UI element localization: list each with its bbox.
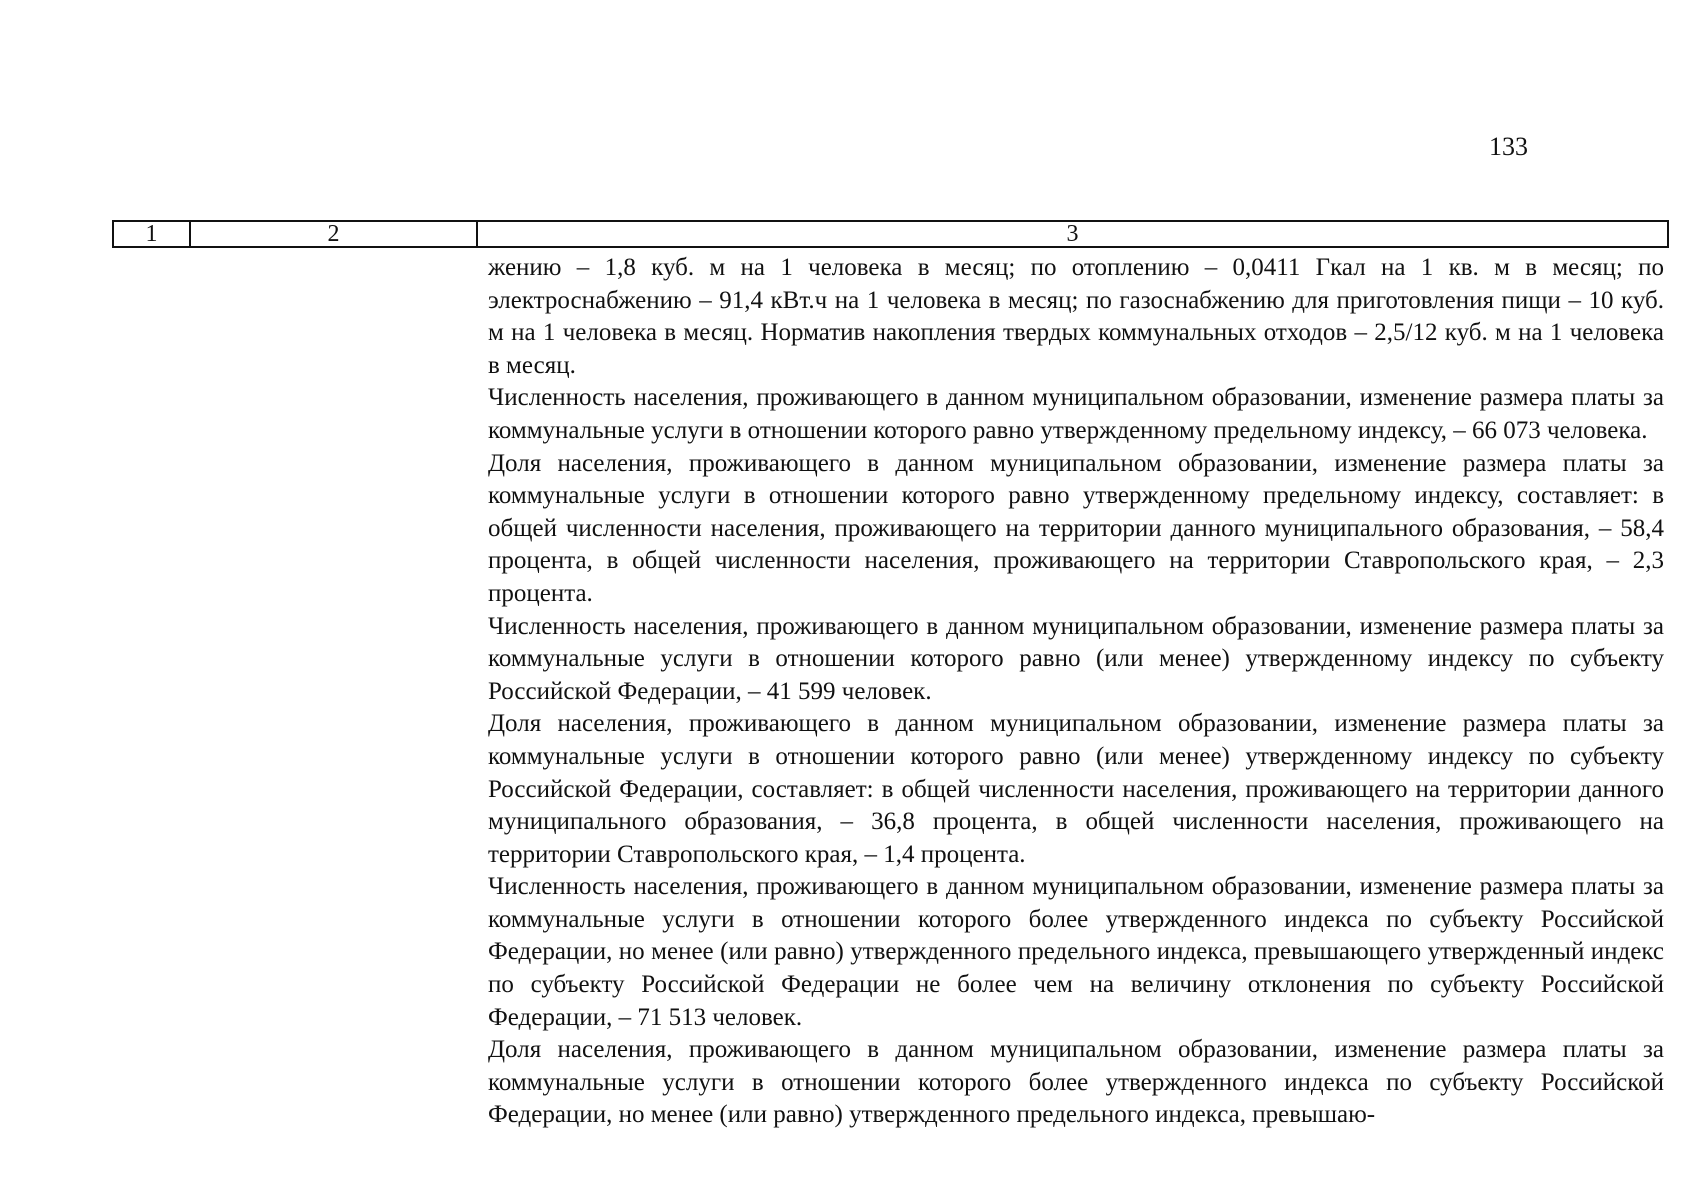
paragraph: жению – 1,8 куб. м на 1 человека в месяц; по отоплению – 0,0411 Гкал на 1 кв. м в месяц; по электроснабжению – 91,4 кВт.ч на 1 человека в месяц; по газоснабжению для приготовления пищи – 10 куб. м на 1 человека в месяц. Норматив накопления твердых коммунальных отходов – 2,5/12 куб. м на 1 человека в месяц.: [488, 254, 1664, 379]
paragraph: Численность населения, проживающего в данном муниципальном образовании, изменение размера платы за коммунальные услуги в отношении которого равно утвержденному предельному индексу, – 66 073 человека.: [488, 384, 1664, 444]
page-number: 133: [1489, 132, 1528, 161]
document-body: [488, 252, 1664, 1132]
paragraph: Численность населения, проживающего в данном муниципальном образовании, изменение размера платы за коммунальные услуги в отношении которого более утвержденного индекса по субъекту Российской Федерации, но менее (или равно) утвержденного предельного индекса, превышающего утвержденный индекс по субъекту Российской Федерации не более чем на величину отклонения по субъекту Российской Федерации, – 71 513 человек.: [488, 873, 1664, 1031]
paragraph: Доля населения, проживающего в данном муниципальном образовании, изменение размера платы за коммунальные услуги в отношении которого равно утвержденному предельному индексу, составляет: в общей численности населения, проживающего на территории данного муниципального образования, – 58,4 процента, в общей численности населения, проживающего на территории Ставропольского края, – 2,3 процента.: [488, 449, 1664, 607]
column-header-1: 1: [113, 221, 190, 247]
paragraph: Доля населения, проживающего в данном муниципальном образовании, изменение размера платы за коммунальные услуги в отношении которого равно (или менее) утвержденному индексу по субъекту Российской Федерации, составляет: в общей численности населения, проживающего на территории данного муниципального образования, – 36,8 процента, в общей численности населения, проживающего на территории Ставропольского края, – 1,4 процента.: [488, 710, 1664, 868]
paragraph: Доля населения, проживающего в данном муниципальном образовании, изменение размера платы за коммунальные услуги в отношении которого более утвержденного индекса по субъекту Российской Федерации, но менее (или равно) утвержденного предельного индекса, превышаю-: [488, 1036, 1664, 1129]
column-header-2: 2: [190, 221, 477, 247]
table-header: [112, 220, 1669, 248]
paragraph: Численность населения, проживающего в данном муниципальном образовании, изменение размера платы за коммунальные услуги в отношении которого равно (или менее) утвержденному индексу по субъекту Российской Федерации, – 41 599 человек.: [488, 612, 1664, 705]
column-header-3: 3: [477, 221, 1668, 247]
table-header-row: [113, 221, 1668, 247]
